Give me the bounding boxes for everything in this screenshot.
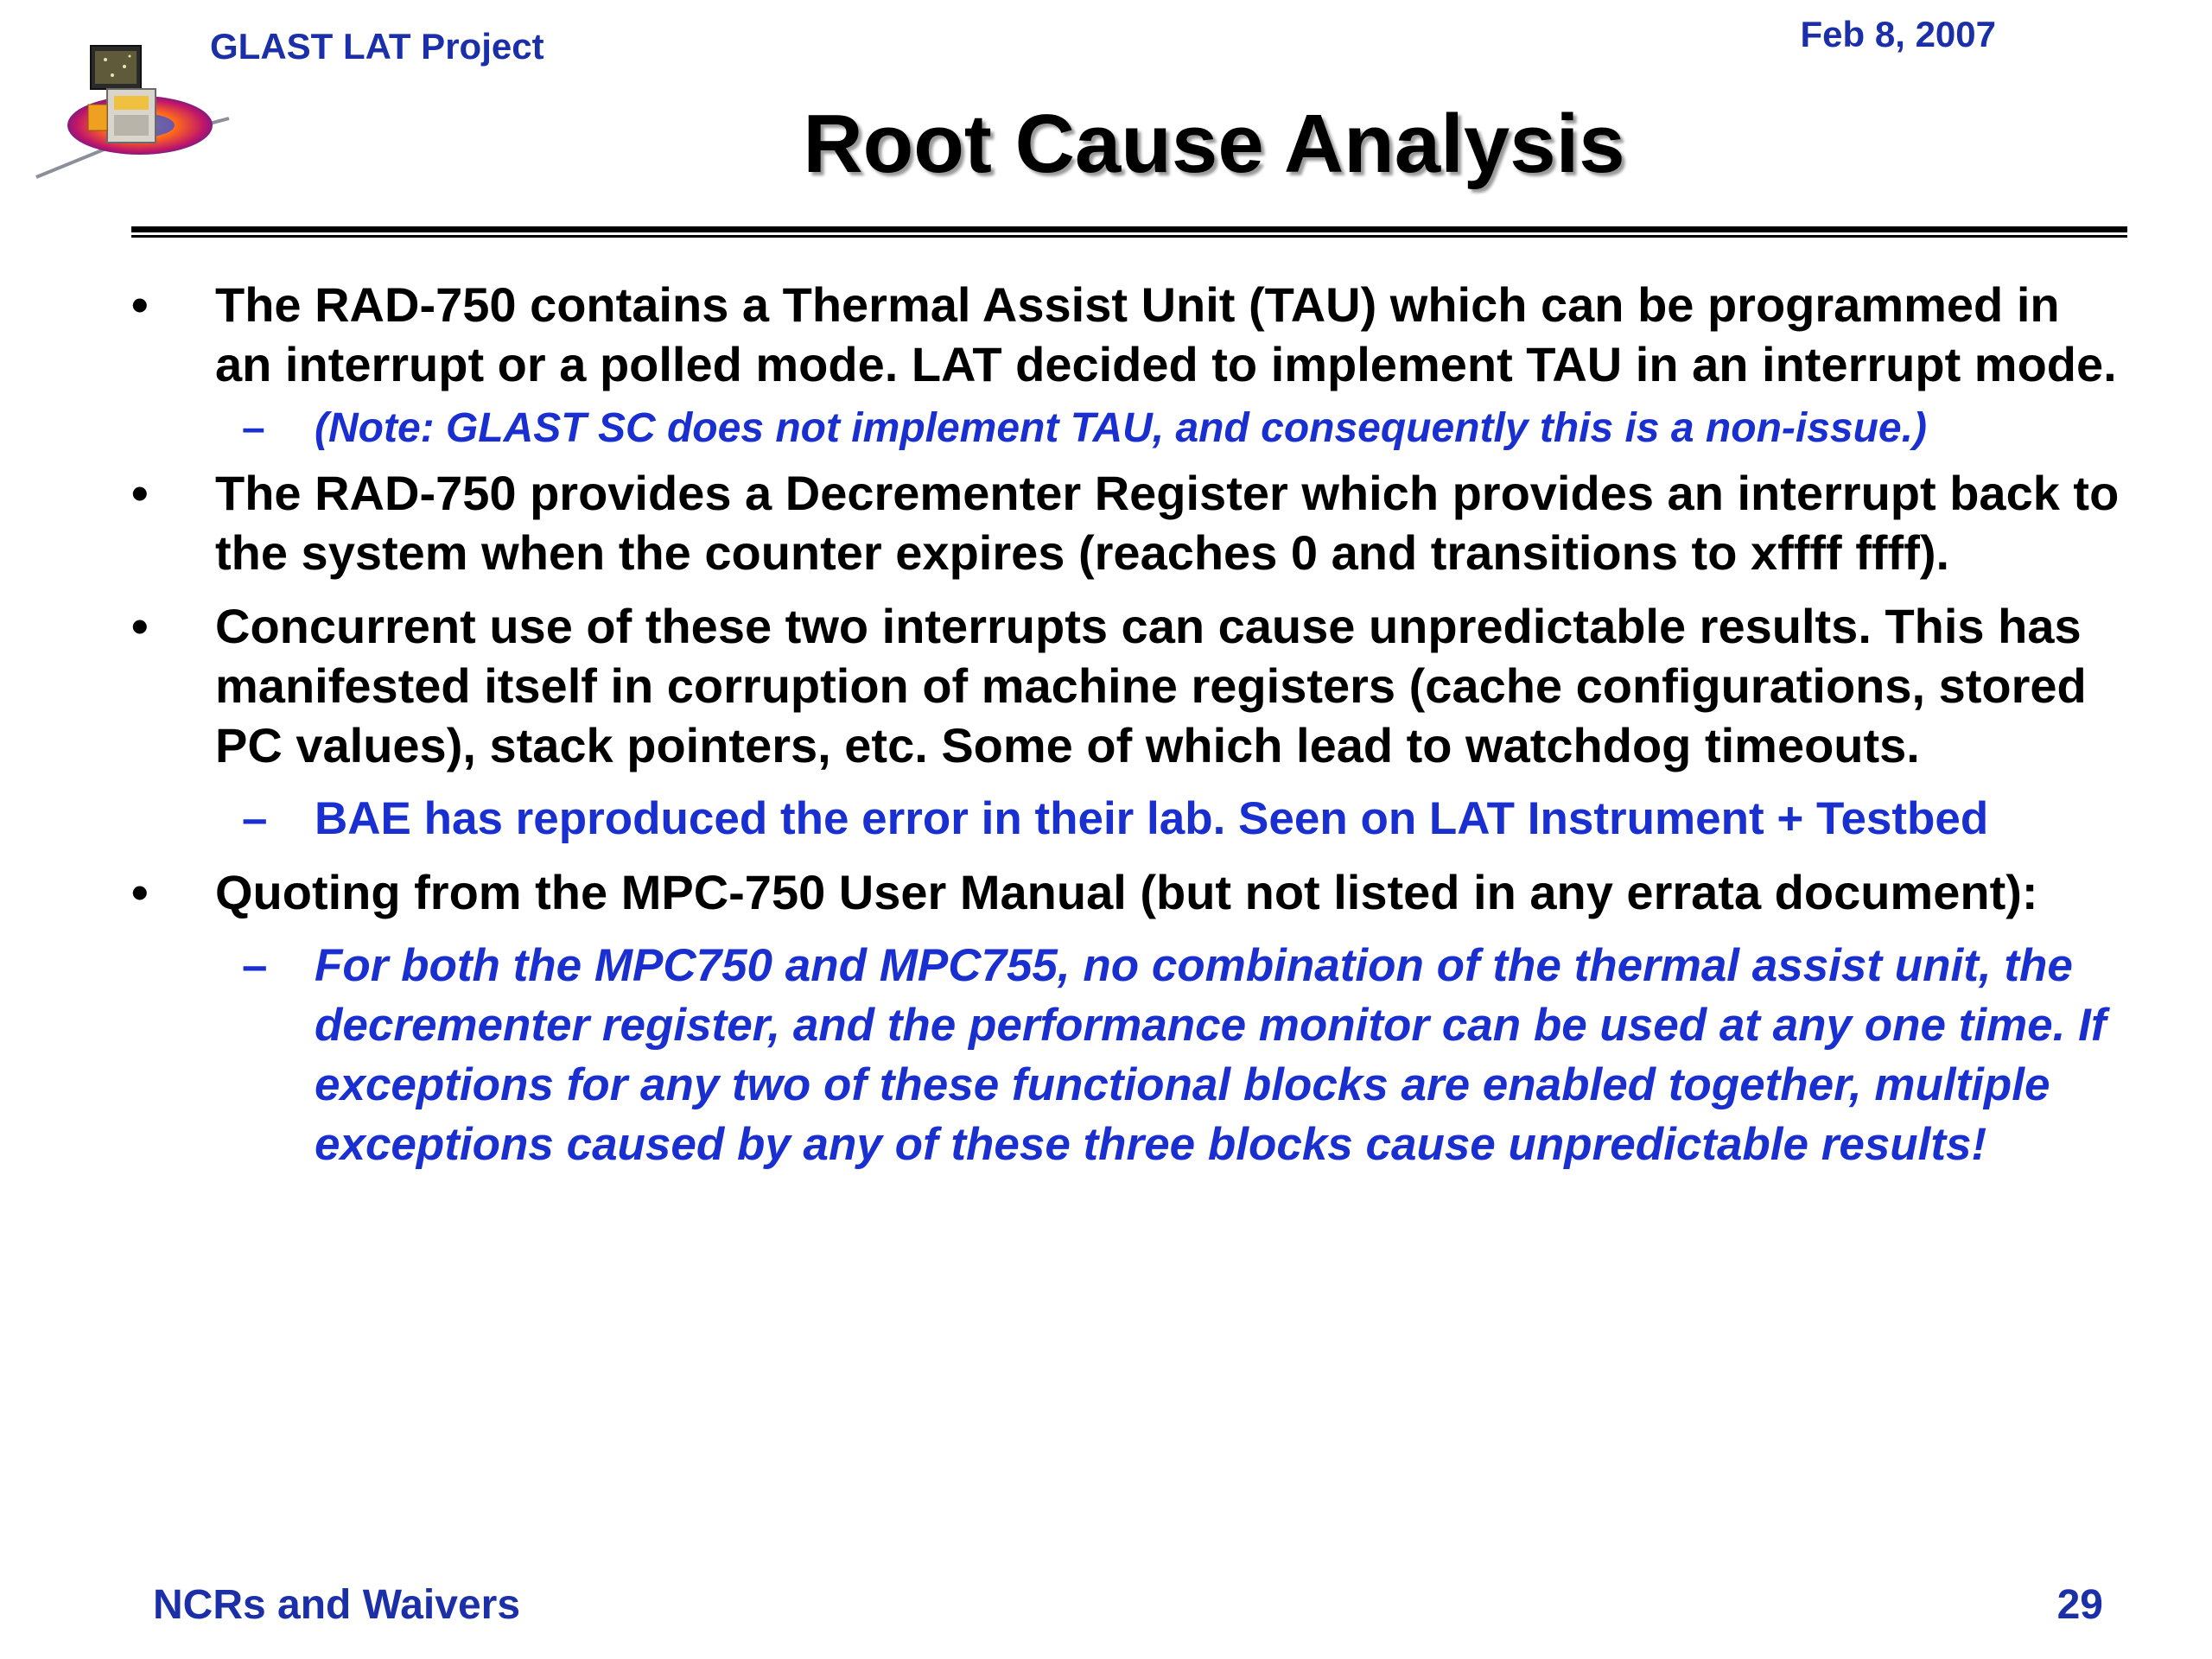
slide-title: Root Cause Analysis [803, 98, 1625, 190]
slide-body [0, 275, 2212, 1174]
bullet-text: Concurrent use of these two interrupts can cause unpredictable results. This has manifested itself in corruption of machine registers (cache configurations, stored PC values), stack pointers, etc. Some of which lead to watchdog timeouts. [215, 599, 2087, 772]
project-label: GLAST LAT Project [210, 26, 544, 67]
sub-bullet-text: (Note: GLAST SC does not implement TAU, and consequently this is a non-issue.) [315, 405, 1927, 451]
bullet-text: The RAD-750 contains a Thermal Assist Unit (TAU) which can be programmed in an interrupt or a polled mode. LAT decided to implement TAU in an interrupt mode. [215, 277, 2117, 391]
sub-bullet-marker: – [242, 793, 268, 844]
bullet-concurrent-use [0, 596, 2212, 775]
footer-section: NCRs and Waivers [153, 1582, 521, 1628]
page-number: 29 [2056, 1582, 2103, 1628]
bullet-tau [0, 275, 2212, 394]
title-divider-thin [131, 235, 2127, 238]
sub-bullet-text: BAE has reproduced the error in their lab. Seen on LAT Instrument + Testbed [315, 793, 1989, 844]
sub-bullet-marker: – [242, 940, 268, 991]
bullet-text: Quoting from the MPC-750 User Manual (but not listed in any errata document): [215, 865, 2038, 919]
sub-bullet-marker: – [242, 405, 265, 451]
sub-bullet-text: For both the MPC750 and MPC755, no combination of the thermal assist unit, the decrementer register, and the performance monitor can be used at any one time. If exceptions for any two of these functional blocks are enabled together, multiple exceptions caused by any of these three blocks cause unpredictable results! [315, 940, 2107, 1170]
bullet-marker: • [131, 865, 149, 919]
date-label: Feb 8, 2007 [1800, 14, 1996, 54]
bullet-text: The RAD-750 provides a Decrementer Register which provides an interrupt back to the system when the counter expires (reaches 0 and transitions to xffff ffff). [215, 466, 2120, 580]
bullet-marker: • [131, 599, 149, 653]
bullet-marker: • [131, 277, 149, 332]
bullet-marker: • [131, 466, 149, 520]
title-divider-thick [131, 226, 2127, 232]
bullet-user-manual [0, 862, 2212, 922]
sub-bullet-quote [0, 936, 2212, 1174]
sub-bullet-bae [0, 789, 2212, 849]
sub-bullet-note [0, 403, 2212, 454]
bullet-decrementer [0, 463, 2212, 582]
